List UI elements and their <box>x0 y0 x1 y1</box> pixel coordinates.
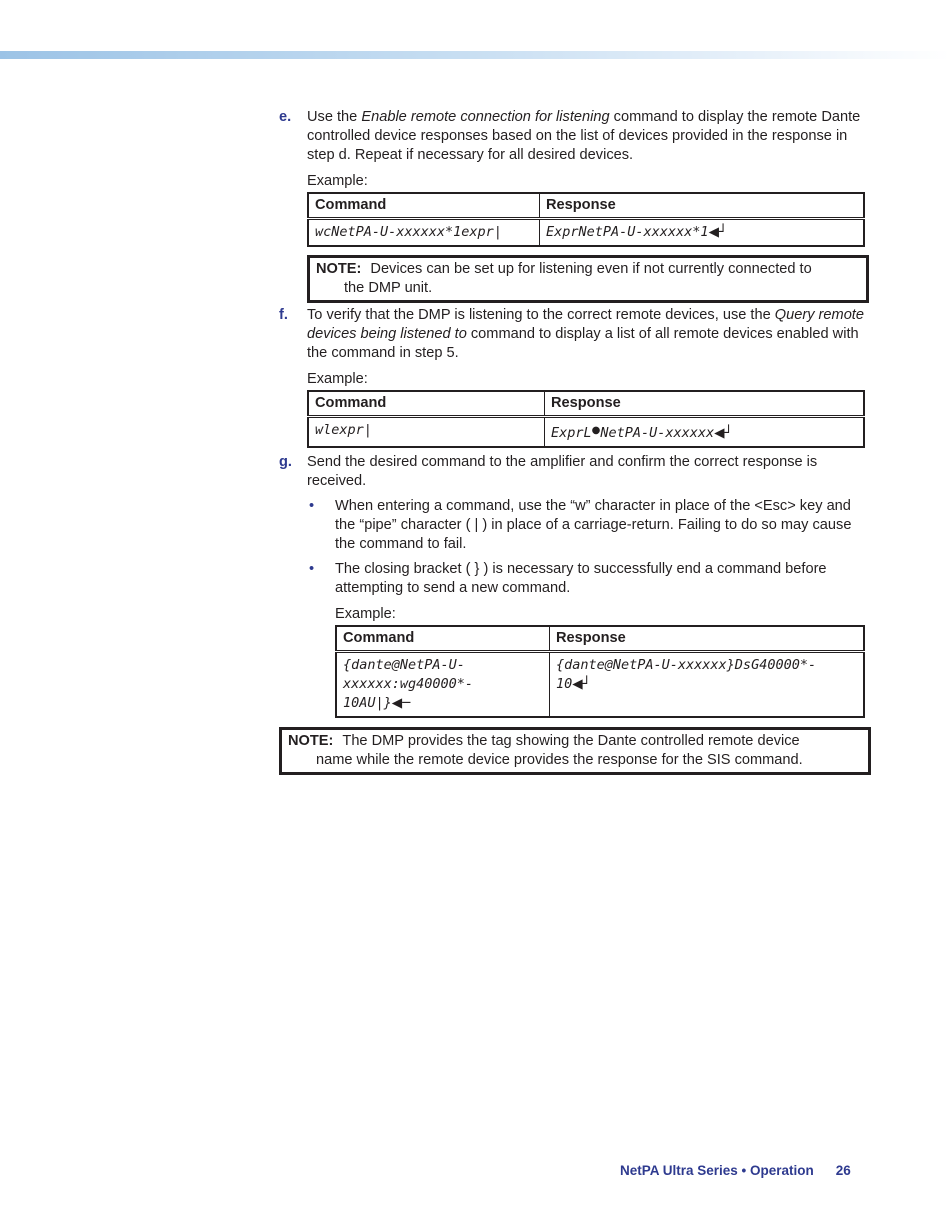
note-label: NOTE: <box>288 733 334 749</box>
bullet-item <box>309 497 869 554</box>
step-text-part: Use the <box>307 109 362 125</box>
command-cell <box>336 652 550 718</box>
command-table <box>307 192 865 247</box>
step-text-part: command to display a list of all remote devices enabled with the command in step 5. <box>307 326 859 361</box>
step-text: Send the desired command to the amplifier and confirm the correct response is received. <box>307 454 818 489</box>
step-letter: f. <box>279 307 288 323</box>
page-footer <box>620 1161 851 1180</box>
enter-return-icon: ◀┘ <box>714 425 733 441</box>
bullet-text: The closing bracket ( } ) is necessary to successfully end a command before attempting to send a new command. <box>335 561 827 596</box>
enter-return-icon: ◀┘ <box>708 224 728 240</box>
note-text: Devices can be set up for listening even if not currently connected to <box>370 261 812 277</box>
column-header-command: Command <box>308 193 540 219</box>
space-dot-icon: ● <box>591 425 601 436</box>
step-text-part: command to display the remote Dante controlled device responses based on the list of devices provided in the response in step d. Repeat if necessary for all desired devices. <box>307 109 861 163</box>
note-box <box>307 255 869 303</box>
command-text: wlexpr| <box>315 422 372 438</box>
command-text: xxxxxx:wg40000*- <box>343 676 474 692</box>
step-text <box>307 108 869 165</box>
step-text-part: To verify that the DMP is listening to the correct remote devices, use the <box>307 307 775 323</box>
header-gradient-bar <box>0 51 950 59</box>
note-label: NOTE: <box>316 261 362 277</box>
response-text: NetPA-U-xxxxxx <box>600 425 715 441</box>
step-f <box>279 306 869 448</box>
bullet-icon: • <box>309 498 315 514</box>
response-text: ExprL <box>551 425 592 441</box>
command-cell <box>308 417 545 448</box>
command-name: Enable remote connection for listening <box>361 109 610 125</box>
response-text: {dante@NetPA-U-xxxxxx}DsG40000*- <box>556 657 817 673</box>
response-text: ExprNetPA-U-xxxxxx*1 <box>546 224 709 240</box>
command-text: 10AU|} <box>343 695 392 711</box>
example-label: Example: <box>335 606 396 622</box>
step-text <box>307 306 869 363</box>
step-letter: g. <box>279 454 292 470</box>
column-header-response: Response <box>545 391 865 417</box>
column-header-response: Response <box>540 193 865 219</box>
footer-title: NetPA Ultra Series • Operation <box>620 1163 814 1178</box>
response-text: 10 <box>556 676 573 692</box>
step-letter: e. <box>279 109 292 125</box>
response-cell <box>540 219 865 247</box>
command-text: {dante@NetPA-U- <box>343 657 465 673</box>
command-name: Query remote devices being listened to <box>307 307 864 342</box>
column-header-command: Command <box>308 391 545 417</box>
example-label: Example: <box>307 371 368 387</box>
response-cell <box>550 652 865 718</box>
step-e <box>279 108 869 303</box>
note-text: The DMP provides the tag showing the Dante controlled remote device <box>342 733 800 749</box>
example-label: Example: <box>307 173 368 189</box>
step-g <box>279 453 869 718</box>
note-text: the DMP unit. <box>344 280 433 296</box>
page-number: 26 <box>835 1163 851 1178</box>
left-arrow-icon: ◀─ <box>391 695 411 711</box>
column-header-command: Command <box>336 626 550 652</box>
command-text: wcNetPA-U-xxxxxx*1expr| <box>315 224 502 240</box>
command-cell <box>308 219 540 247</box>
bullet-text: When entering a command, use the “w” character in place of the <Esc> key and the “pipe” character ( | ) in place of a carriage-return. Failing to do so may cause the command to fail. <box>335 498 852 552</box>
response-cell <box>545 417 865 448</box>
note-text: name while the remote device provides the response for the SIS command. <box>316 752 803 768</box>
command-table <box>307 390 865 448</box>
command-table <box>335 625 865 718</box>
bullet-icon: • <box>309 561 315 577</box>
enter-return-icon: ◀┘ <box>572 676 591 692</box>
note-box <box>279 727 871 775</box>
bullet-item <box>309 560 869 598</box>
column-header-response: Response <box>550 626 865 652</box>
